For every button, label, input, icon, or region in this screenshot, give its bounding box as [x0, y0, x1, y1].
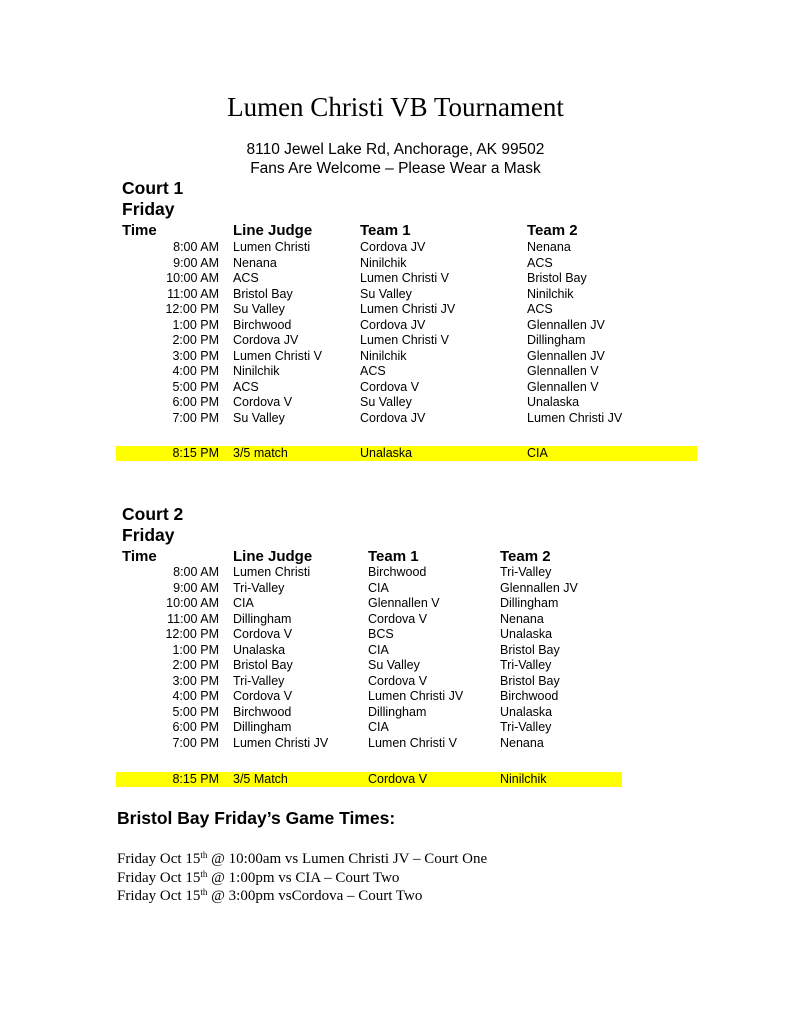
court2-row-time: 2:00 PM	[172, 658, 219, 672]
court1-row-judge: Su Valley	[233, 410, 285, 425]
court1-row-team2: Glennallen JV	[527, 348, 605, 363]
court1-row-team1: Cordova JV	[360, 410, 426, 425]
court1-row-team2: Lumen Christi JV	[527, 410, 623, 425]
page-title: Lumen Christi VB Tournament	[227, 92, 564, 122]
court1-row-time: 8:00 AM	[173, 240, 219, 254]
court2-row-team2: Bristol Bay	[500, 673, 560, 688]
court2-row-judge: CIA	[233, 596, 254, 610]
court2-row-judge: Unalaska	[233, 642, 286, 657]
court2-row-team2: Unalaska	[500, 704, 553, 719]
court1-row-time: 1:00 PM	[172, 317, 219, 332]
court2-row-time: 3:00 PM	[172, 673, 219, 688]
court2-row-team2: Tri-Valley	[500, 565, 552, 579]
court2-day: Friday	[122, 525, 175, 545]
court2-row-team2: Nenana	[500, 611, 544, 626]
court2-row-judge: Cordova V	[233, 689, 293, 703]
court1-row-team1: Lumen Christi JV	[360, 302, 456, 316]
court2-row-team1: Lumen Christi JV	[368, 689, 464, 703]
court2-row-time: 12:00 PM	[165, 627, 219, 641]
court2-row-team1: Glennallen V	[368, 596, 440, 610]
court2-row-time: 4:00 PM	[172, 689, 219, 703]
court2-row-team1: Birchwood	[368, 565, 427, 579]
court2-name: Court 2	[122, 504, 184, 524]
court1-row-team1: Cordova JV	[360, 317, 426, 332]
court2-row-time: 11:00 AM	[167, 611, 219, 626]
court2-highlight-time: 8:15 PM	[172, 772, 219, 786]
court1-row-judge: Birchwood	[233, 317, 292, 332]
court1-row-team2: Ninilchik	[527, 286, 574, 301]
court1-row-time: 10:00 AM	[166, 271, 219, 285]
court1-name: Court 1	[122, 178, 184, 198]
court1-row-team2: ACS	[527, 255, 553, 270]
court1-header-team1: Team 1	[360, 222, 411, 239]
court1-row-judge: Ninilchik	[233, 364, 280, 378]
court2-row-team1: CIA	[368, 720, 389, 734]
court1-row-team2: Dillingham	[527, 333, 586, 347]
court1-row-time: 12:00 PM	[165, 302, 219, 316]
court2-row-time: 7:00 PM	[172, 735, 219, 750]
address: 8110 Jewel Lake Rd, Anchorage, AK 99502	[246, 141, 545, 158]
court2-row-team1: Dillingham	[368, 704, 427, 719]
court1-row-team1: Ninilchik	[360, 255, 407, 270]
court1-row-team2: Bristol Bay	[527, 271, 587, 285]
court1-row-time: 4:00 PM	[172, 364, 219, 378]
court1-row-time: 5:00 PM	[172, 379, 219, 394]
court1-row-team2: Nenana	[527, 240, 571, 254]
court2-highlight-team2: Ninilchik	[500, 772, 547, 786]
court1-row-team1: Lumen Christi V	[360, 271, 449, 285]
notice: Fans Are Welcome – Please Wear a Mask	[250, 160, 541, 177]
court1-row-team2: Glennallen JV	[527, 317, 605, 332]
court1-highlight-time: 8:15 PM	[172, 446, 219, 460]
court2-row-team2: Glennallen JV	[500, 580, 578, 595]
court2-header-team2: Team 2	[500, 548, 551, 565]
bristol-bay-title: Bristol Bay Friday’s Game Times:	[117, 808, 396, 828]
court1-row-time: 3:00 PM	[172, 348, 219, 363]
court1-row-judge: Bristol Bay	[233, 286, 293, 301]
court2-row-team1: Lumen Christi V	[368, 735, 457, 750]
court2-highlight-judge: 3/5 Match	[233, 772, 288, 786]
court2-row-team2: Birchwood	[500, 689, 559, 703]
court2-row-time: 8:00 AM	[173, 565, 219, 579]
court2-row-team2: Unalaska	[500, 627, 553, 641]
court2-row-time: 10:00 AM	[166, 596, 219, 610]
court1-day: Friday	[122, 199, 175, 219]
court1-row-judge: ACS	[233, 271, 259, 285]
court1-row-team1: Su Valley	[360, 395, 412, 409]
court1-row-team1: Su Valley	[360, 286, 412, 301]
court2-row-team1: Cordova V	[368, 673, 428, 688]
court2-row-judge: Bristol Bay	[233, 658, 293, 672]
court2-row-team2: Dillingham	[500, 596, 559, 610]
court2-header-line-judge: Line Judge	[233, 548, 313, 565]
court2-row-time: 5:00 PM	[172, 704, 219, 719]
bristol-bay-line-1: Friday Oct 15th @ 10:00am vs Lumen Christi JV – Court One	[117, 850, 488, 867]
court2-row-team1: CIA	[368, 580, 389, 595]
court2-row-team2: Bristol Bay	[500, 642, 560, 657]
court1-header-line-judge: Line Judge	[233, 222, 313, 239]
court2-row-team1: Su Valley	[368, 658, 420, 672]
court1-row-team2: Glennallen V	[527, 379, 599, 394]
court1-row-team1: Lumen Christi V	[360, 333, 449, 347]
court1-row-team1: Cordova JV	[360, 240, 426, 254]
court1-header-team2: Team 2	[527, 222, 578, 239]
court1-row-team2: Glennallen V	[527, 364, 599, 378]
court1-row-judge: Lumen Christi	[233, 240, 311, 254]
court2-highlight-team1: Cordova V	[368, 772, 428, 786]
court2-row-time: 6:00 PM	[172, 720, 219, 734]
court2-row-judge: Dillingham	[233, 611, 292, 626]
court1-row-time: 7:00 PM	[172, 410, 219, 425]
court2-header-time: Time	[122, 548, 157, 565]
court1-row-time: 2:00 PM	[172, 333, 219, 347]
court2-row-team2: Tri-Valley	[500, 658, 552, 672]
court1-highlight-team1: Unalaska	[360, 446, 413, 460]
court2-header-team1: Team 1	[368, 548, 419, 565]
bristol-bay-line-2: Friday Oct 15th @ 1:00pm vs CIA – Court Two	[117, 869, 400, 886]
court2-row-time: 1:00 PM	[172, 642, 219, 657]
court2-row-team1: Cordova V	[368, 611, 428, 626]
court1-row-team2: ACS	[527, 302, 553, 316]
court1-row-time: 6:00 PM	[172, 395, 219, 409]
court2-row-judge: Tri-Valley	[233, 580, 285, 595]
court2-row-team2: Tri-Valley	[500, 720, 552, 734]
court1-row-judge: Cordova JV	[233, 333, 299, 347]
court1-highlight-team2: CIA	[527, 446, 548, 460]
court1-row-team1: Ninilchik	[360, 348, 407, 363]
court1-row-time: 9:00 AM	[173, 255, 219, 270]
court2-row-judge: Lumen Christi JV	[233, 735, 329, 750]
court2-row-team1: CIA	[368, 642, 389, 657]
court2-row-judge: Lumen Christi	[233, 565, 311, 579]
court1-row-time: 11:00 AM	[167, 286, 219, 301]
court2-row-judge: Dillingham	[233, 720, 292, 734]
court2-row-time: 9:00 AM	[173, 580, 219, 595]
court2-row-judge: Tri-Valley	[233, 673, 285, 688]
court2-row-judge: Birchwood	[233, 704, 292, 719]
court1-highlight-judge: 3/5 match	[233, 446, 288, 460]
court1-row-judge: Su Valley	[233, 302, 285, 316]
court1-row-team1: ACS	[360, 364, 386, 378]
court1-row-judge: Lumen Christi V	[233, 348, 322, 363]
court1-header-time: Time	[122, 222, 157, 239]
court2-row-judge: Cordova V	[233, 627, 293, 641]
court1-row-team2: Unalaska	[527, 395, 580, 409]
court1-row-team1: Cordova V	[360, 379, 420, 394]
bristol-bay-line-3: Friday Oct 15th @ 3:00pm vsCordova – Court Two	[117, 887, 423, 904]
court2-row-team1: BCS	[368, 627, 394, 641]
court2-row-team2: Nenana	[500, 735, 544, 750]
court1-row-judge: Cordova V	[233, 395, 293, 409]
court1-row-judge: ACS	[233, 379, 259, 394]
court1-row-judge: Nenana	[233, 255, 277, 270]
